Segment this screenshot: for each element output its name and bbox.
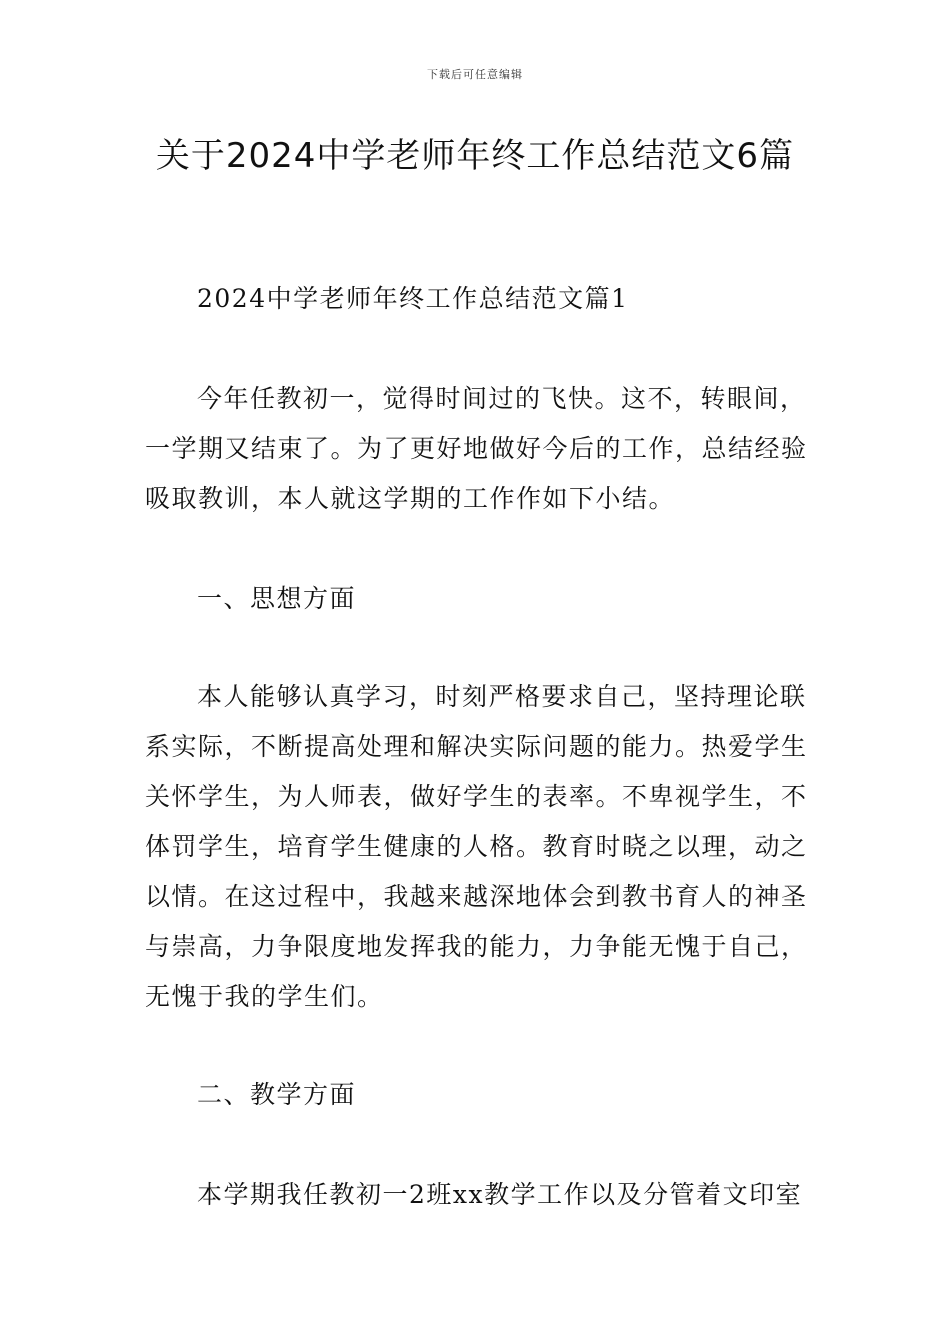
heading-thought: 一、思想方面: [197, 584, 357, 613]
article-subtitle: 2024中学老师年终工作总结范文篇1: [197, 284, 629, 313]
paragraph-thought: 本人能够认真学习，时刻严格要求自己，坚持理论联系实际，不断提高处理和解决实际问题的能力。热爱学生关怀学生，为人师表，做好学生的表率。不卑视学生，不体罚学生，培育学生健康的人格。教育时晓之以理，动之以情。在这过程中，我越来越深地体会到教书育人的神圣与崇高，力争限度地发挥我的能力，力争能无愧于自己，无愧于我的学生们。: [145, 682, 808, 1011]
paragraph-intro: 今年任教初一，觉得时间过的飞快。这不，转眼间，一学期又结束了。为了更好地做好今后的工作，总结经验吸取教训，本人就这学期的工作作如下小结。: [145, 384, 808, 513]
paragraph-teaching: 本学期我任教初一2班xx教学工作以及分管着文印室: [197, 1180, 803, 1209]
header-note: 下载后可任意编辑: [427, 68, 523, 81]
document-title: 关于2024中学老师年终工作总结范文6篇: [155, 136, 795, 176]
heading-teaching: 二、教学方面: [197, 1080, 357, 1109]
